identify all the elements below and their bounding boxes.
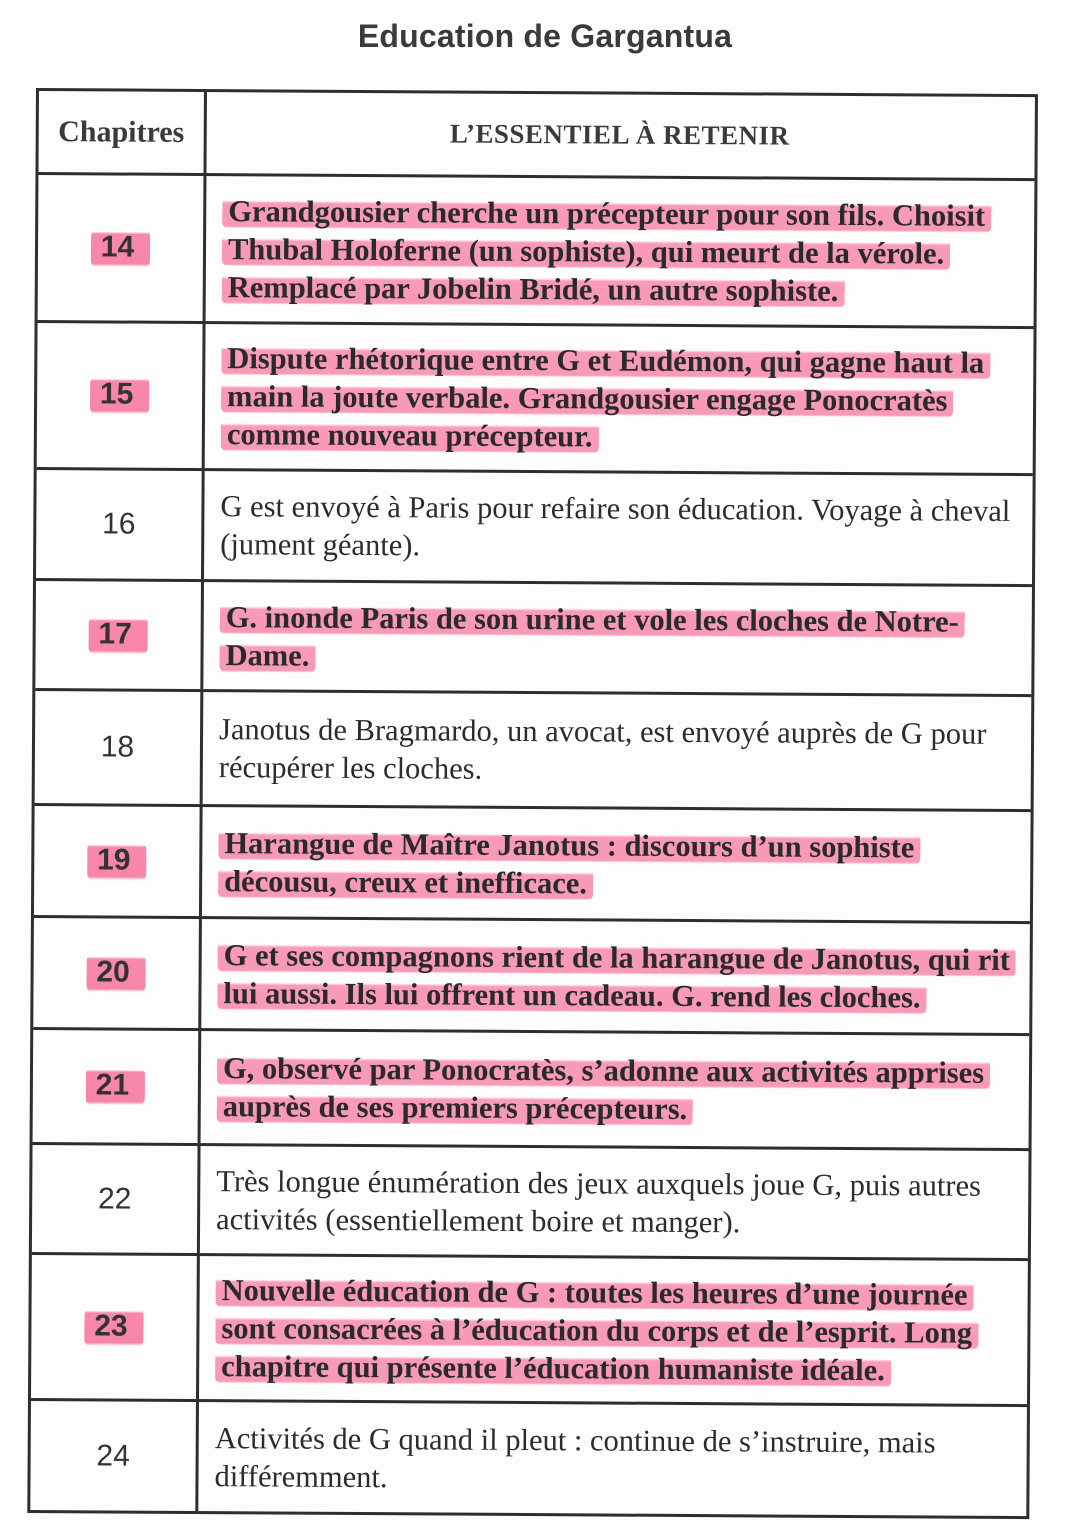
table-row [30,1401,1027,1516]
chapter-number-cell [33,1030,202,1143]
chapter-number: 23 [84,1307,144,1347]
header-chapitres-label: Chapitres [58,114,185,149]
chapter-summary [216,1162,1010,1243]
chapter-number: 17 [88,615,148,655]
table-row [35,581,1032,697]
header-cell-essentiel [206,92,1034,178]
summary-cell [206,176,1035,326]
chapter-table [27,88,1038,1519]
summary-text: Janotus de Bragmardo, un avocat, est envoyé auprès de G pour récupérer les cloches. [218,712,987,786]
chapter-summary [217,1049,1011,1130]
chapter-number-cell [32,1145,201,1253]
table-row [34,806,1031,924]
summary-text: Harangue de Maître Janotus : discours d’un sophiste décousu, creux et inefficace. [218,826,920,900]
summary-cell [199,1256,1028,1404]
chapter-number: 19 [87,841,147,881]
table-row [35,691,1032,812]
table-header-row [38,91,1034,181]
summary-text: Activités de G quand il pleut : continue de s’instruire, mais différemment. [214,1420,936,1494]
chapter-number: 15 [90,375,150,415]
chapter-number: 22 [97,1181,132,1216]
summary-cell [200,1146,1029,1258]
chapter-number-cell [33,918,202,1028]
chapter-summary [220,487,1014,568]
summary-cell [202,807,1031,921]
summary-cell [205,324,1034,473]
summary-cell [201,919,1030,1033]
table-row [38,175,1035,329]
summary-text: G. inonde Paris de son urine et vole les cloches de Notre-Dame. [219,600,964,673]
header-essentiel-label: L’ESSENTIEL À RETENIR [449,118,790,151]
chapter-number: 24 [96,1438,130,1473]
summary-cell [204,471,1033,584]
chapter-summary [222,192,1017,311]
summary-cell [198,1402,1027,1516]
chapter-summary [214,1419,1008,1500]
summary-text: Très longue énumération des jeux auxquels joue G, puis autres activités (essentiellement boire et manger). [215,1163,982,1239]
chapter-summary [219,710,1013,791]
chapter-number: 18 [100,730,135,764]
chapter-number-cell [38,175,207,321]
table-row [32,1145,1029,1261]
chapter-number: 16 [102,507,136,541]
chapter-number-cell [30,1401,199,1511]
chapter-number-cell [37,323,206,468]
table-row [33,1030,1030,1151]
chapter-summary [221,339,1016,458]
chapter-summary [218,824,1012,905]
header-cell-chapitres [38,91,206,173]
summary-text: Grandgousier cherche un précepteur pour son fils. Choisit Thubal Holoferne (un sophiste), qui meurt de la vérole. Remplacé par Jobelin Bridé, un autre sophiste. [222,194,992,308]
summary-text: G est envoyé à Paris pour refaire son éducation. Voyage à cheval (jument géante). [220,489,1011,563]
chapter-number-cell [35,581,204,689]
chapter-summary [219,598,1013,679]
chapter-number: 20 [86,953,146,993]
table-row [33,918,1030,1036]
summary-text: G, observé par Ponocratès, s’adonne aux activités apprises auprès de ses premiers précepteurs. [217,1051,990,1126]
summary-cell [201,1031,1030,1148]
chapter-number-cell [36,470,205,579]
chapter-number-cell [34,806,203,916]
summary-text: G et ses compagnons rient de la harangue de Janotus, qui rit lui aussi. Ils lui offrent un cadeau. G. rend les cloches. [217,938,1016,1014]
summary-cell [203,692,1032,809]
summary-text: Nouvelle éducation de G : toutes les heures d’une journée sont consacrées à l’éducation du corps et de l’esprit. Long chapitre qui présente l’éducation humaniste idéale. [215,1273,978,1387]
summary-cell [203,582,1032,694]
table-row [37,323,1034,476]
page-title: Education de Gargantua [357,18,733,54]
chapter-summary [217,936,1011,1017]
chapter-number-cell [35,691,204,804]
table-row [31,1255,1028,1407]
chapter-number-cell [31,1255,200,1399]
table-row [36,470,1033,587]
chapter-number: 21 [86,1066,146,1106]
summary-text: Dispute rhétorique entre G et Eudémon, qui gagne haut la main la joute verbale. Grandgousier engage Ponocratès comme nouveau précepteur. [221,341,991,453]
chapter-summary [215,1271,1010,1390]
chapter-number: 14 [91,228,151,268]
